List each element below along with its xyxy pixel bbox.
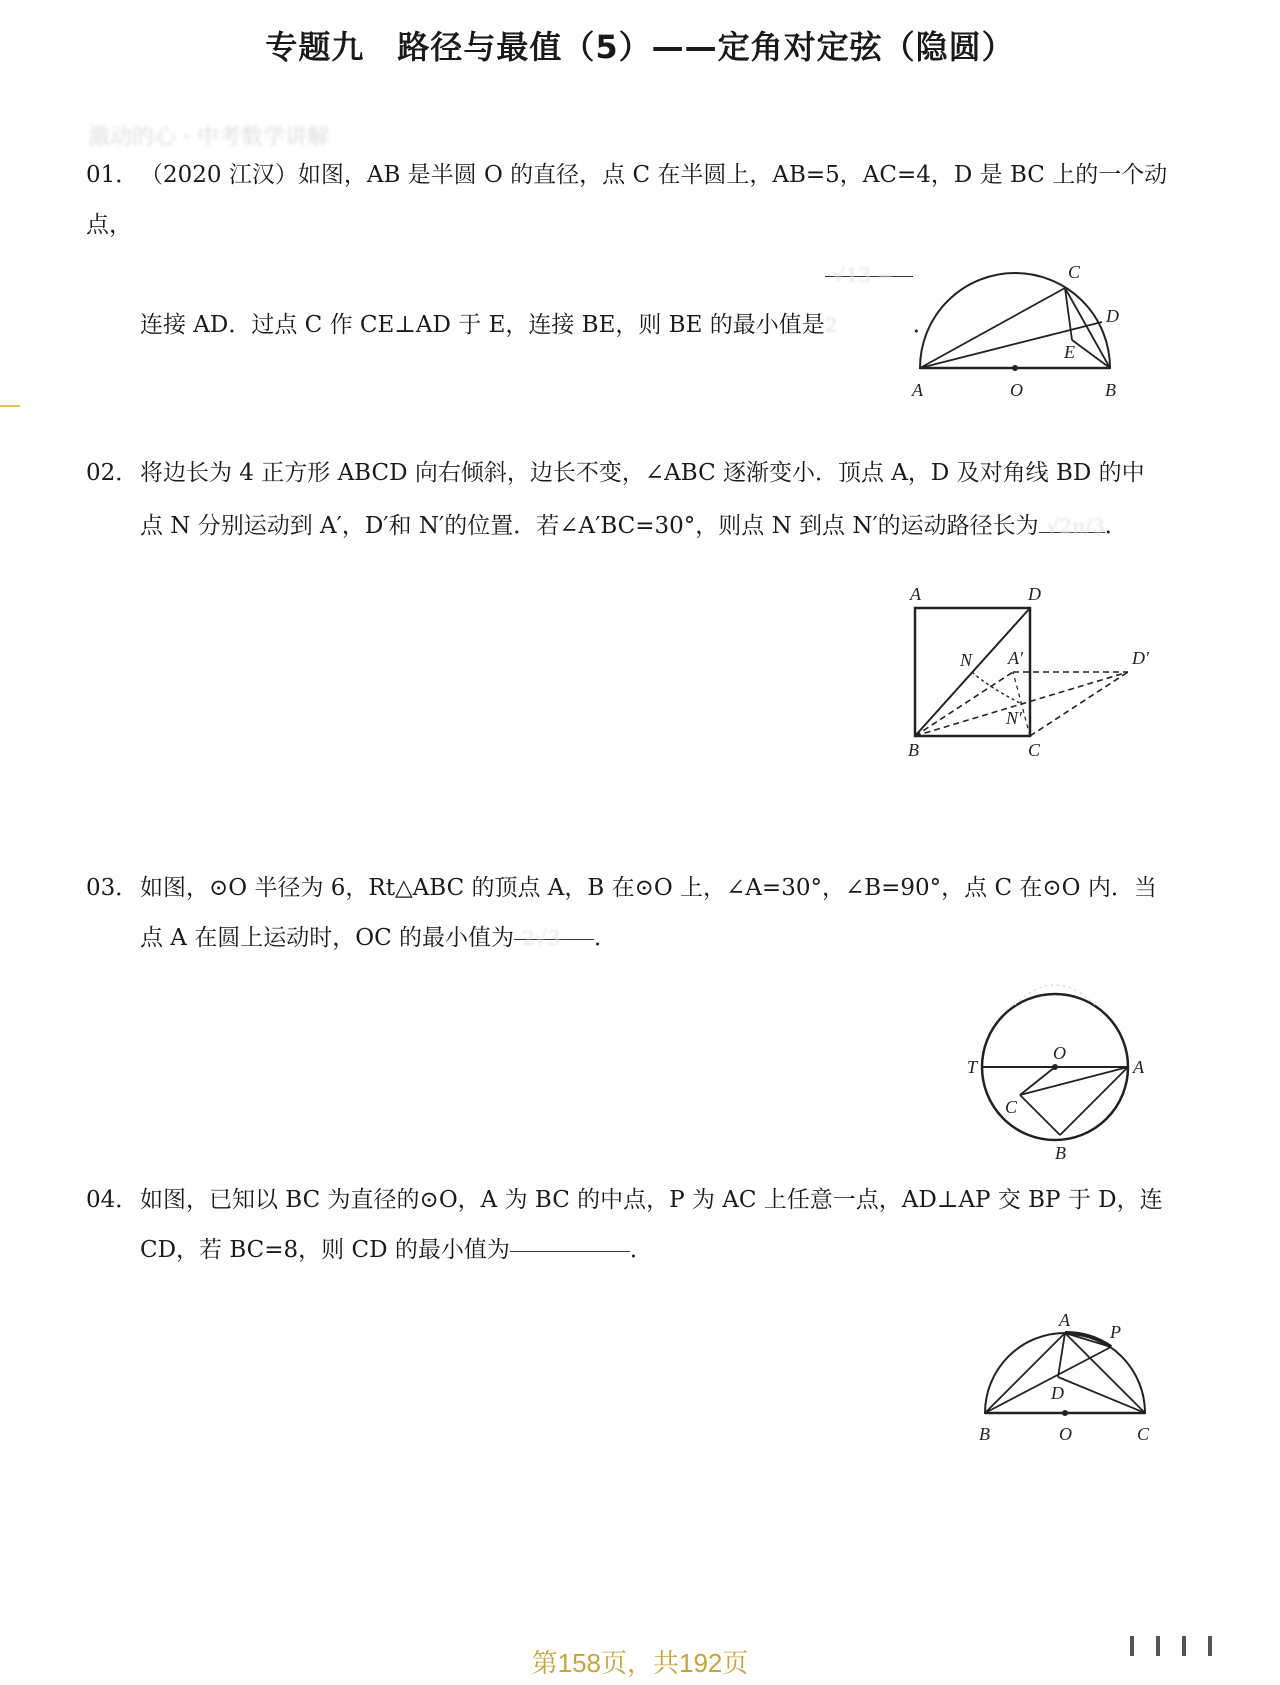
label-C: C — [1137, 1424, 1150, 1444]
answer-blank[interactable]: 2√3 — [514, 913, 594, 940]
problem-2-line1: 02．将边长为 4 正方形 ABCD 向右倾斜，边长不变，∠ABC 逐渐变小．顶点 A，D 及对角线 BD 的中 — [86, 448, 1206, 498]
answer-blank[interactable]: √2π/3 — [1039, 498, 1105, 533]
figure-2 — [900, 578, 1160, 758]
page-title: 专题九 路径与最值（5）——定角对定弦（隐圆） — [265, 28, 1015, 66]
problem-1-line2: 连接 AD．过点 C 作 CE⊥AD 于 E，连接 BE，则 BE 的最小值是√13 − 2 ． — [86, 250, 1206, 350]
page-footer: 第158页，共192页 — [531, 1648, 749, 1678]
label-A: A — [910, 584, 921, 604]
problem-number: 03． — [86, 875, 139, 901]
label-C: C — [1068, 262, 1081, 282]
problem-4 — [86, 1175, 1206, 1275]
figure-4 — [975, 1308, 1175, 1448]
label-T: T — [967, 1057, 978, 1077]
answer-blank[interactable]: √13 − 2 — [825, 250, 913, 277]
label-B: B — [1105, 380, 1116, 400]
margin-marks — [1130, 1636, 1270, 1658]
problem-2 — [86, 448, 1206, 554]
label-D: D — [1051, 1383, 1064, 1403]
label-C: C — [1028, 740, 1041, 760]
problem-4-line2: CD，若 BC=8，则 CD 的最小值为 ． — [86, 1225, 1206, 1275]
label-B: B — [1055, 1143, 1066, 1163]
label-O: O — [1010, 380, 1023, 400]
problem-1-line1: 01．（2020 江汉）如图，AB 是半圆 O 的直径，点 C 在半圆上，AB=5，AC=4，D 是 BC 上的一个动点， — [86, 150, 1206, 250]
label-O: O — [1053, 1043, 1066, 1063]
problem-4-line1: 04．如图，已知以 BC 为直径的⊙O，A 为 BC 的中点，P 为 AC 上任意一点，AD⊥AP 交 BP 于 D，连 — [86, 1175, 1206, 1225]
watermark: 激动的心 · 中考数学讲解 — [88, 125, 329, 150]
label-B: B — [979, 1424, 990, 1444]
answer-blank[interactable] — [510, 1225, 630, 1252]
label-A: A — [1059, 1310, 1070, 1330]
problem-3-line1: 03．如图，⊙O 半径为 6，Rt△ABC 的顶点 A，B 在⊙O 上，∠A=30°，∠B=90°，点 C 在⊙O 内．当 — [86, 863, 1206, 913]
label-D-prime: D′ — [1132, 648, 1149, 668]
label-N-prime: N′ — [1006, 708, 1022, 728]
label-D: D — [1028, 584, 1041, 604]
label-O: O — [1059, 1424, 1072, 1444]
label-A: A — [1133, 1057, 1144, 1077]
label-D: D — [1106, 306, 1119, 326]
margin-mark — [0, 405, 20, 407]
problem-number: 04． — [86, 1187, 139, 1213]
problem-number: 01． — [86, 162, 139, 188]
label-N: N — [960, 650, 973, 670]
label-E: E — [1064, 342, 1075, 362]
label-C: C — [1005, 1097, 1018, 1117]
figure-3 — [955, 935, 1155, 1165]
label-A: A — [912, 380, 923, 400]
problem-number: 02． — [86, 460, 139, 486]
figure-1 — [900, 260, 1140, 410]
problem-2-line2: 点 N 分别运动到 A′，D′和 N′的位置．若∠A′BC=30°，则点 N 到点 N′的运动路径长为 √2π/3． — [86, 498, 1206, 554]
label-A-prime: A′ — [1008, 648, 1023, 668]
problem-3-line2: 点 A 在圆上运动时，OC 的最小值为 2√3 ． — [86, 913, 1206, 963]
label-P: P — [1110, 1322, 1121, 1342]
label-B: B — [908, 740, 919, 760]
